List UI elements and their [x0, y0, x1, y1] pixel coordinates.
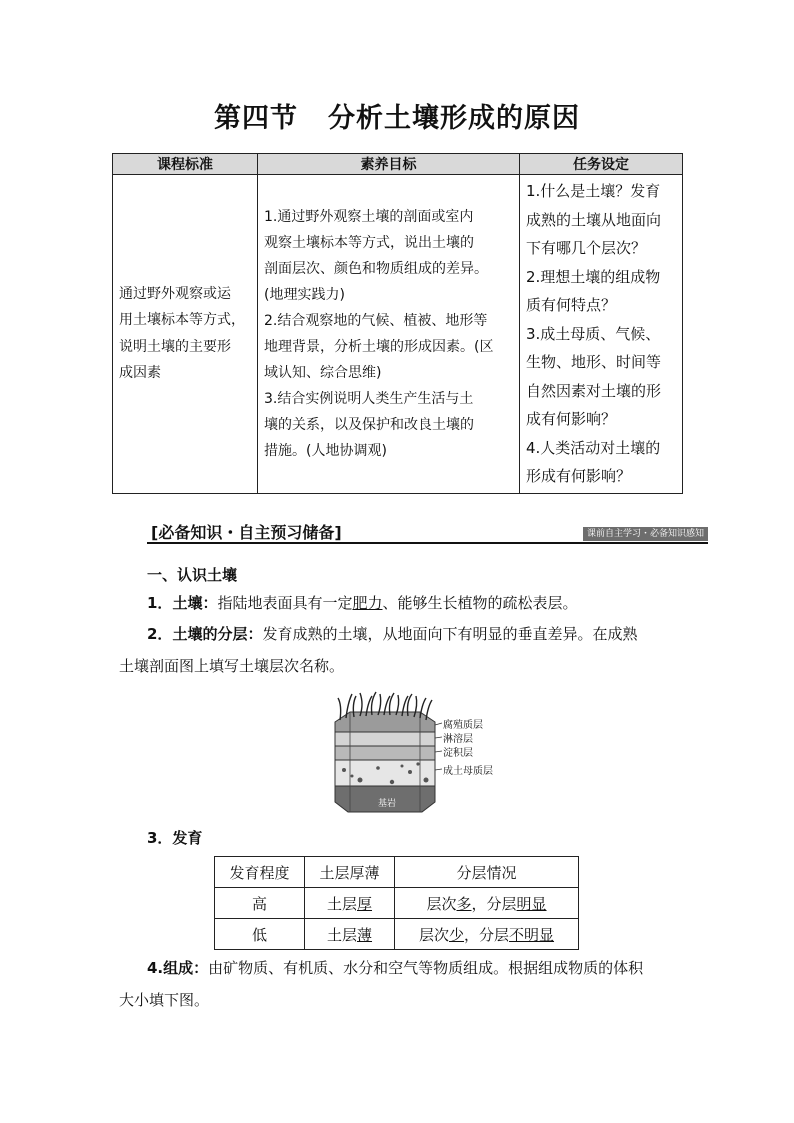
bedrock-label: 基岩 [378, 799, 397, 809]
text-line: 生物、地形、时间等 [526, 353, 662, 371]
text-line: 3.成土母质、气候、 [526, 324, 661, 343]
thickness-cell [305, 888, 395, 919]
development-header-row [215, 857, 579, 888]
text-line: 自然因素对土壤的形 [526, 381, 662, 400]
text-line: 成熟的土壤从地面向 [526, 210, 662, 229]
label-humus: 腐殖质层 [443, 720, 483, 731]
text-line: 4.人类活动对土壤的 [526, 438, 661, 457]
text: 层次 [418, 925, 449, 944]
course-standard-cell [113, 175, 258, 494]
label-parent-material: 成土母质层 [443, 766, 493, 777]
section-heading: [必备知识・自主预习储备] [151, 523, 342, 542]
heading-development: 3．发育 [147, 829, 203, 847]
header-layering: 分层情况 [395, 857, 579, 888]
standards-body-row [113, 175, 683, 494]
text-line: 形成有何影响？ [526, 467, 632, 485]
text-line: 说明土壤的主要形 [119, 338, 231, 355]
text-line: 成有何影响？ [526, 410, 617, 428]
standards-header-row [113, 154, 683, 175]
section-title: 分析土壤形成的原因 [328, 103, 580, 134]
text-line: 域认知、综合思维) [264, 364, 382, 381]
term: 土壤： [172, 594, 218, 612]
text-line: 成因素 [119, 365, 161, 382]
header-thickness: 土层厚薄 [305, 857, 395, 888]
text-line: 地理背景，分析土壤的形成因素。(区 [264, 338, 494, 355]
heading-know-soil: 一、认识土壤 [147, 566, 238, 584]
text: 层次 [426, 894, 457, 913]
table-row [215, 888, 579, 919]
text-line: (地理实践力) [264, 286, 345, 303]
paragraph-soil-layers-cont: 土壤剖面图上填写土壤层次名称。 [119, 657, 345, 675]
term: 土壤的分层： [172, 625, 263, 643]
paragraph-soil-definition [147, 593, 578, 613]
text-line: 观察土壤标本等方式，说出土壤的 [264, 234, 474, 251]
header-degree: 发育程度 [215, 857, 305, 888]
paragraph-composition [147, 958, 643, 978]
text-line: 2.理想土壤的组成物 [526, 267, 661, 286]
text-line: 1.通过野外观察土壤的剖面或室内 [264, 208, 474, 225]
thickness-cell [305, 919, 395, 950]
item-number: 2． [147, 625, 173, 643]
answer: 薄 [357, 925, 373, 944]
section-tag: 课前自主学习・必备知识感知 [583, 527, 708, 541]
header-course-standard: 课程标准 [113, 154, 258, 175]
header-literacy-goals: 素养目标 [258, 154, 520, 175]
text-line: 质有何特点？ [526, 296, 617, 314]
text-line: 通过野外观察或运 [119, 285, 231, 302]
text-line: 措施。(人地协调观) [264, 442, 387, 459]
development-table [214, 856, 579, 950]
label-pointers [330, 690, 510, 820]
text-line: 2.结合观察地的气候、植被、地形等 [264, 312, 488, 329]
table-row [215, 919, 579, 950]
paragraph-soil-layers [147, 624, 637, 644]
answer: 明显 [516, 894, 547, 913]
text: 土层 [326, 894, 357, 913]
answer: 少 [448, 925, 464, 944]
text-line: 用土壤标本等方式， [119, 312, 245, 329]
tasks-cell [520, 175, 683, 494]
answer-fertility: 肥力 [352, 594, 383, 612]
item-number: 1． [147, 594, 173, 612]
section-divider [147, 542, 708, 544]
term: 组成： [163, 959, 209, 977]
text: ，分层 [471, 894, 517, 913]
text: ，分层 [464, 925, 510, 944]
answer: 多 [456, 894, 472, 913]
section-header-bar [147, 522, 708, 544]
text-line: 下有哪几个层次？ [526, 239, 647, 257]
label-deposit: 淀积层 [443, 748, 473, 759]
soil-profile-figure [330, 690, 510, 820]
header-tasks: 任务设定 [520, 154, 683, 175]
answer: 厚 [357, 894, 373, 913]
label-leached: 淋溶层 [443, 734, 473, 745]
layering-cell [395, 919, 579, 950]
answer: 不明显 [509, 925, 555, 944]
section-number: 第四节 [214, 103, 298, 134]
text: 、能够生长植物的疏松表层。 [382, 594, 578, 612]
text: 发育成熟的土壤，从地面向下有明显的垂直差异。在成熟 [262, 625, 638, 643]
layering-cell [395, 888, 579, 919]
text: 指陆地表面具有一定 [217, 594, 353, 612]
text-line: 3.结合实例说明人类生产生活与土 [264, 390, 474, 407]
paragraph-composition-cont: 大小填下图。 [119, 991, 210, 1009]
item-number: 4. [147, 959, 164, 977]
literacy-goals-cell [258, 175, 520, 494]
page-title [0, 96, 794, 135]
text-line: 1.什么是土壤？发育 [526, 182, 661, 200]
text-line: 剖面层次、颜色和物质组成的差异。 [264, 260, 488, 277]
text: 土层 [326, 925, 357, 944]
degree-cell: 低 [215, 919, 305, 950]
degree-cell: 高 [215, 888, 305, 919]
text-line: 壤的关系，以及保护和改良土壤的 [264, 416, 474, 433]
text: 由矿物质、有机质、水分和空气等物质组成。根据组成物质的体积 [208, 959, 644, 977]
standards-table [112, 153, 683, 494]
